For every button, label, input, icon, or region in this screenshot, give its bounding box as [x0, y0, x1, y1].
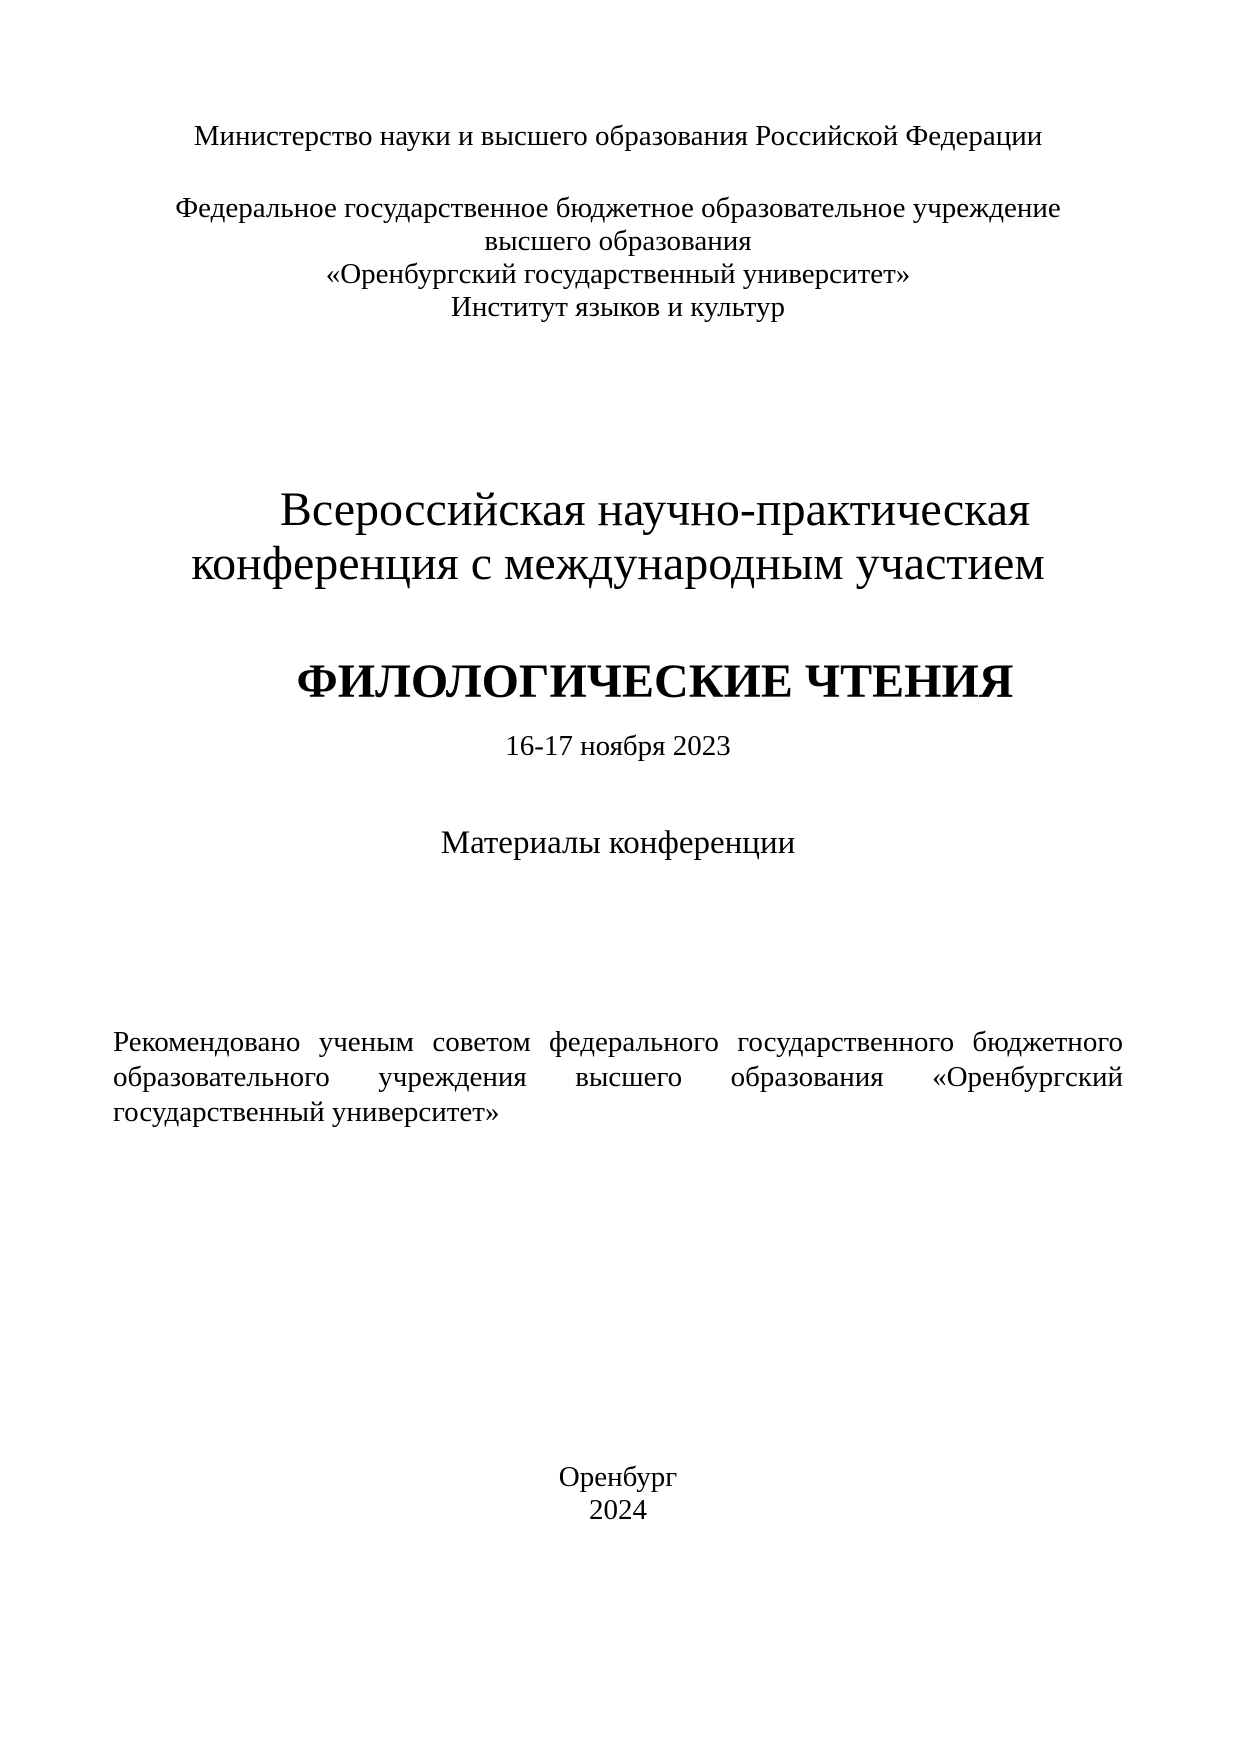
imprint-block [113, 1461, 1123, 1527]
ministry-line: Министерство науки и высшего образования Российской Федерации [193, 120, 1043, 152]
institution-line-2: высшего образования [484, 225, 752, 257]
institution-block [113, 192, 1123, 324]
conference-title: ФИЛОЛОГИЧЕСКИЕ ЧТЕНИЯ [296, 655, 1014, 708]
institution-line-3: «Оренбургский государственный университет» [325, 258, 911, 290]
imprint-year: 2024 [589, 1494, 647, 1526]
proceedings-subtitle: Материалы конференции [440, 825, 796, 861]
institution-line-1: Федеральное государственное бюджетное образовательное учреждение [175, 192, 1061, 224]
conference-dates: 16-17 ноября 2023 [505, 730, 731, 762]
institution-line-4: Институт языков и культур [450, 291, 786, 323]
recommendation-paragraph: Рекомендовано ученым советом федерального государственного бюджетного образовательного учреждения высшего образования «Оренбургский государственный университет» [113, 1026, 1123, 1128]
conference-type-heading: Всероссийская научно-практическая конференция с международным участием [191, 483, 1045, 590]
imprint-city: Оренбург [558, 1461, 678, 1493]
